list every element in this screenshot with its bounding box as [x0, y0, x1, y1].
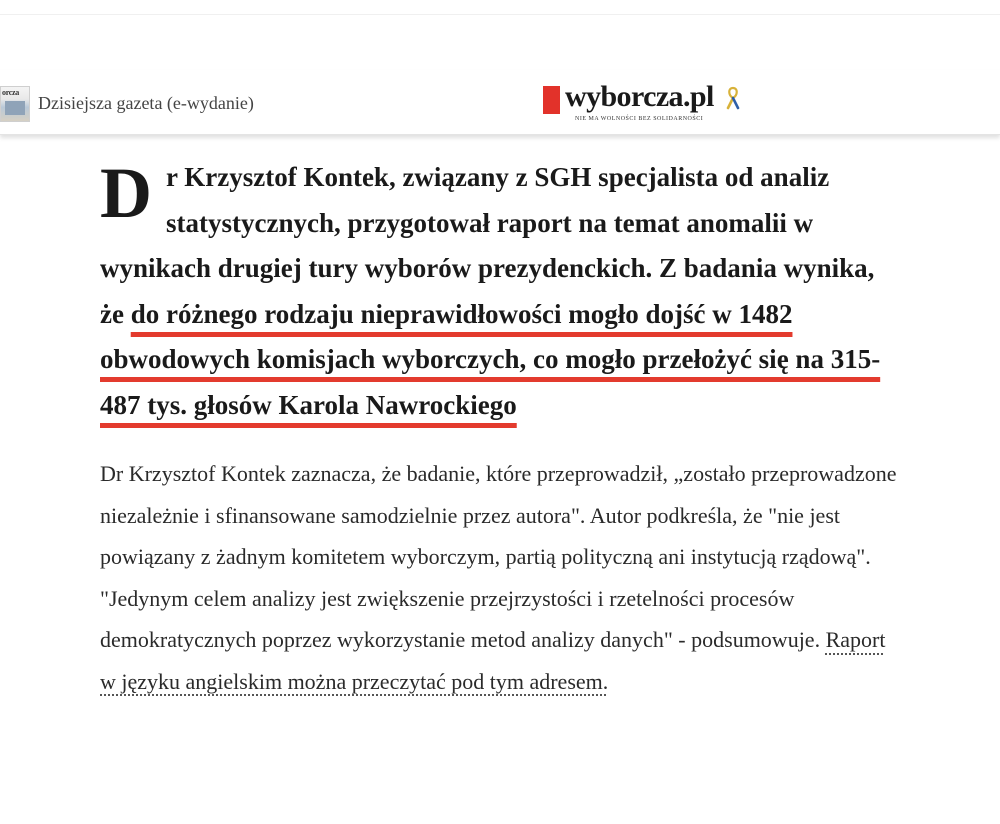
lead-text: r Krzysztof Kontek, związany z SGH specjalista od analiz statystycznych, przygotował raport na temat anomalii w wynikach drugiej tury wyborów prezydenckich. Z badania wynika, że [100, 162, 875, 329]
article-paragraph [100, 453, 900, 702]
edition-thumbnail-label: orcza [2, 88, 20, 97]
logo-tagline: NIE MA WOLNOŚCI BEZ SOLIDARNOŚCI [575, 116, 704, 122]
edition-thumbnail-photo [5, 101, 25, 115]
article-lead [100, 155, 900, 428]
top-strip [0, 0, 1000, 15]
drop-cap: D [100, 153, 152, 233]
lead-highlighted-text: do różnego rodzaju nieprawidłowości mogło dojść w 1482 obwodowych komisjach wyborczych, co mogło przełożyć się na 315-487 tys. głosów Karola Nawrockiego [100, 298, 881, 420]
paragraph-text: Dr Krzysztof Kontek zaznacza, że badanie, które przeprowadził, „zostało przeprowadzone niezależnie i sfinansowane samodzielnie przez autora". Autor podkreśla, że "nie jest powiązany z żadnym komitetem wyborczym, partią polityczną ani instytucją rządową". "Jedynym celem analizy jest zwiększenie przejrzystości i rzetelności procesów demokratycznych poprzez wykorzystanie metod analizy danych" - podsumowuje. [100, 461, 897, 652]
report-link[interactable]: Raport w języku angielskim można przeczytać pod tym adresem. [100, 627, 886, 694]
logo-mark-icon [543, 86, 560, 114]
ribbon-icon [725, 86, 741, 110]
edition-thumbnail[interactable] [0, 86, 30, 122]
e-edition-link[interactable]: Dzisiejsza gazeta (e-wydanie) [38, 93, 254, 113]
site-header [0, 70, 1000, 135]
site-logo[interactable] [543, 82, 763, 126]
logo-text: wyborcza.pl [565, 80, 714, 113]
